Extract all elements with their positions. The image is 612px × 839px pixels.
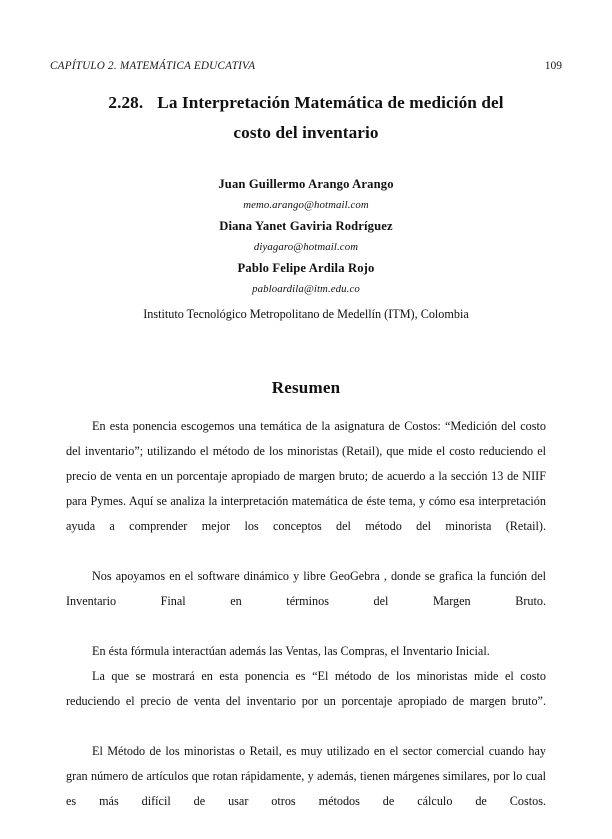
paragraph: En esta ponencia escogemos una temática de la asignatura de Costos: “Medición del costo del inventario”; utilizando el método de los minoristas (Retail), que mide el costo reduciendo el precio de venta en un porcentaje apropiado de margen bruto; de acuerdo a la sección 13 de NIIF para Pymes. Aquí se analiza la interpretación matemática de éste tema, y cómo esa interpretación ayuda a comprender mejor los conceptos del método del minorista (Retail). — [66, 419, 546, 533]
author-name: Juan Guillermo Arango Arango — [218, 177, 394, 191]
paragraph: Nos apoyamos en el software dinámico y libre GeoGebra , donde se grafica la función del Inventario Final en términos del Margen Bruto. — [66, 569, 546, 608]
paragraph: La que se mostrará en esta ponencia es “El método de los minoristas mide el costo reduciendo el precio de venta del inventario por un porcentaje apropiado de margen bruto”. — [66, 669, 546, 708]
author-name: Diana Yanet Gaviria Rodríguez — [219, 219, 393, 233]
author-block — [50, 174, 562, 325]
author-email: pabloardila@itm.edu.co — [252, 283, 360, 295]
running-head-chapter: CAPÍTULO 2. MATEMÁTICA EDUCATIVA — [50, 60, 256, 72]
title-first-line — [62, 88, 550, 118]
affiliation: Instituto Tecnológico Metropolitano de Medellín (ITM), Colombia — [143, 307, 469, 321]
abstract-body — [66, 414, 546, 839]
running-head — [50, 60, 562, 78]
paragraph: El Método de los minoristas o Retail, es muy utilizado en el sector comercial cuando hay gran número de artículos que rotan rápidamente, y además, tienen márgenes similares, por lo cual es más difícil de usar otros métodos de cálculo de Costos. — [66, 744, 546, 808]
page-number: 109 — [544, 60, 562, 72]
author-email: memo.arango@hotmail.com — [243, 199, 369, 211]
title-text-line-1: La Interpretación Matemática de medición del — [157, 93, 504, 112]
page-title — [62, 88, 550, 148]
section-number: 2.28. — [108, 93, 144, 112]
author-email: diyagaro@hotmail.com — [253, 241, 359, 253]
abstract-heading: Resumen — [271, 378, 341, 397]
author-name: Pablo Felipe Ardila Rojo — [237, 261, 375, 275]
paragraph: En ésta fórmula interactúan además las Ventas, las Compras, el Inventario Inicial. — [92, 644, 490, 658]
title-second-line: costo del inventario — [233, 123, 379, 142]
